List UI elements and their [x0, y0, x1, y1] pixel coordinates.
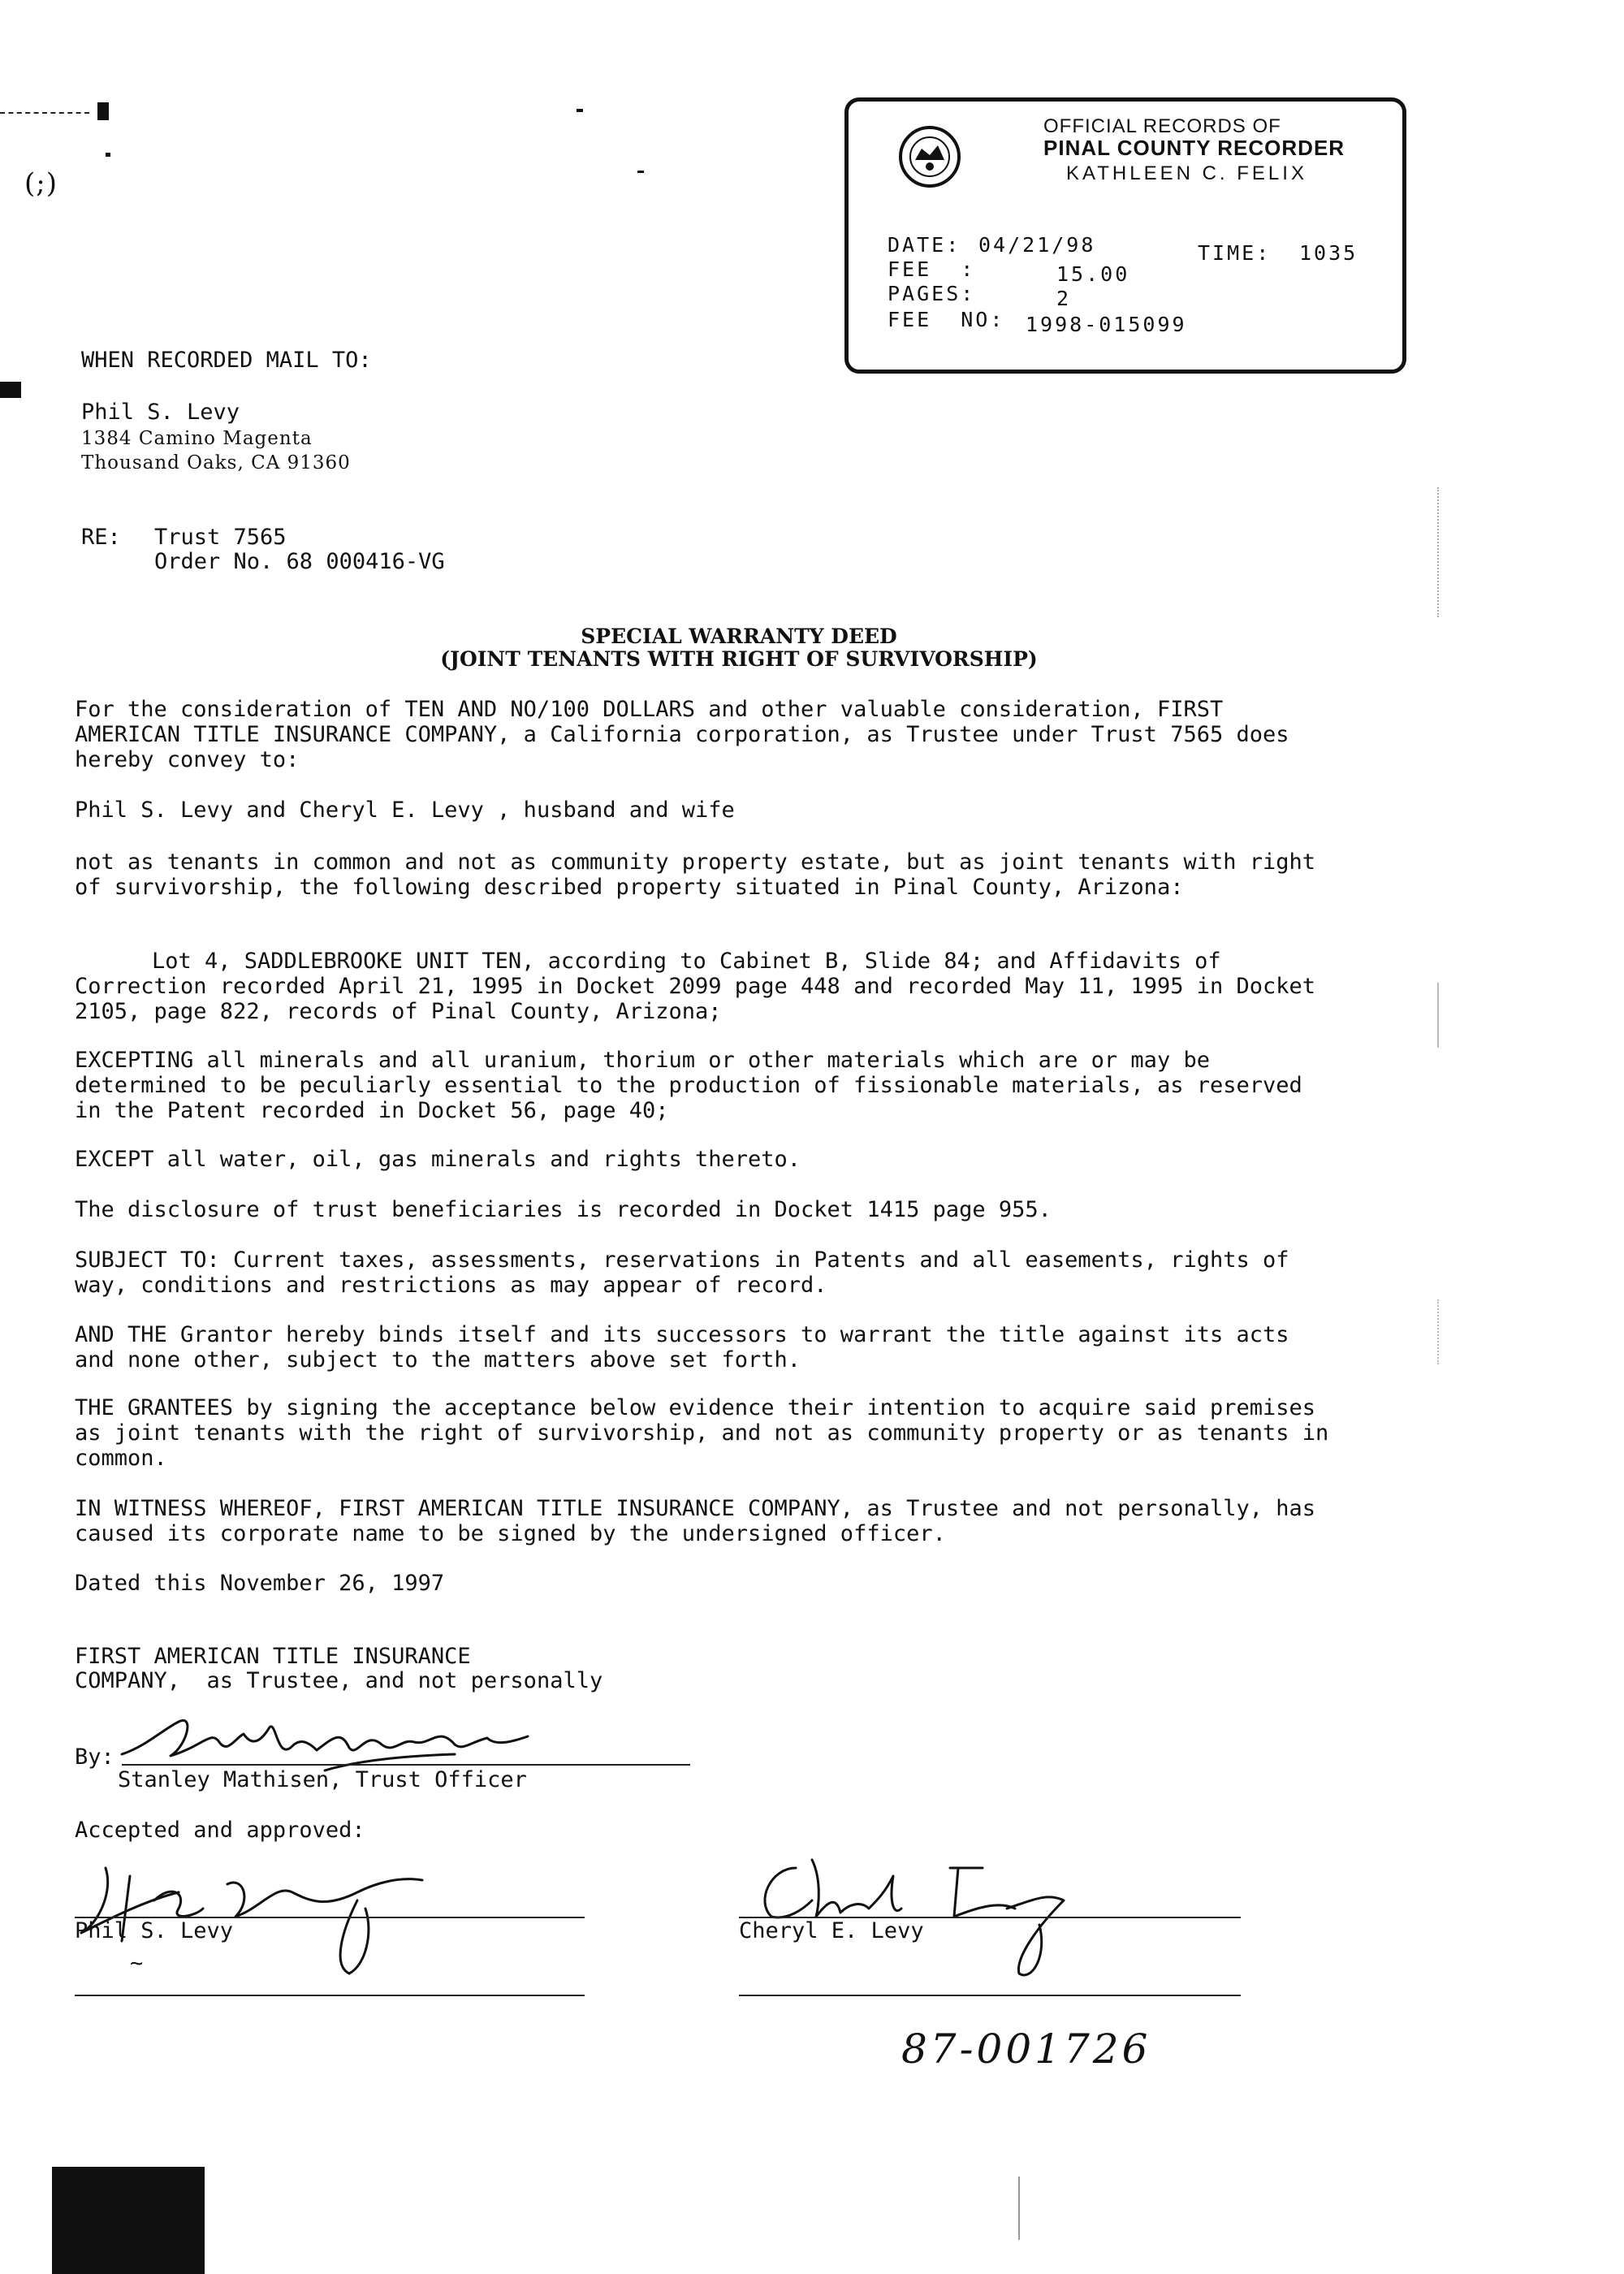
grantees-line: Phil S. Levy and Cheryl E. Levy , husband and wife	[75, 798, 735, 823]
re-trust: Trust 7565	[154, 525, 287, 550]
mail-to-street: 1384 Camino Magenta	[81, 428, 313, 449]
tenancy-paragraph: not as tenants in common and not as community property estate, but as joint tenants with right of survivorship, the following described property situated in Pinal County, Arizona:	[75, 850, 1316, 900]
stamp-line-2: PINAL COUNTY RECORDER	[1043, 136, 1345, 160]
re-label: RE:	[81, 525, 121, 550]
stamp-line-1: OFFICIAL RECORDS OF	[1043, 115, 1281, 137]
trust-disclosure-paragraph: The disclosure of trust beneficiaries is recorded in Docket 1415 page 955.	[75, 1197, 1052, 1222]
scan-line-right	[1437, 1299, 1440, 1364]
trust-officer-name: Stanley Mathisen, Trust Officer	[118, 1767, 527, 1792]
scan-line-right	[1437, 983, 1439, 1048]
grantor-name-line-2: COMPANY, as Trustee, and not personally	[75, 1668, 603, 1693]
by-label: By:	[75, 1744, 114, 1770]
stamp-time-value: 1035	[1299, 241, 1358, 265]
stamp-time-label: TIME:	[1198, 241, 1272, 265]
stamp-line-3: KATHLEEN C. FELIX	[1066, 162, 1307, 184]
grantor-signature-line	[122, 1764, 690, 1766]
handwritten-document-number: 87-001726	[901, 2025, 1151, 2073]
deed-subtitle: (JOINT TENANTS WITH RIGHT OF SURVIVORSHIP)	[440, 647, 1038, 671]
stamp-fee-value: 15.00	[1056, 262, 1130, 286]
warranty-paragraph: AND THE Grantor hereby binds itself and its successors to warrant the title against its acts and none other, subject to the matters above set forth.	[75, 1322, 1289, 1373]
stamp-pages-value: 2	[1056, 287, 1072, 310]
county-seal-icon	[897, 124, 962, 189]
scan-mark-top-left	[0, 112, 89, 115]
subject-to-paragraph: SUBJECT TO: Current taxes, assessments, reservations in Patents and all easements, rights of way, conditions and restrictions as may appear of record.	[75, 1247, 1289, 1298]
mail-to-city: Thousand Oaks, CA 91360	[81, 452, 351, 473]
water-exception-paragraph: EXCEPT all water, oil, gas minerals and rights thereto.	[75, 1147, 801, 1172]
stamp-fee-no-value: 1998-015099	[1026, 313, 1187, 336]
mail-to-name: Phil S. Levy	[81, 400, 240, 425]
grantee-2-bottom-line	[739, 1995, 1241, 1996]
mineral-exception-paragraph: EXCEPTING all minerals and all uranium, thorium or other materials which are or may be determined to be peculiarly essential to the production of fissionable materials, as reserved in the Patent recorded in Docket 56, page 40;	[75, 1048, 1302, 1123]
witness-paragraph: IN WITNESS WHEREOF, FIRST AMERICAN TITLE INSURANCE COMPANY, as Trustee and not personally, has caused its corporate name to be signed by the undersigned officer.	[75, 1496, 1316, 1546]
scan-block-bottom-left	[52, 2167, 205, 2274]
margin-mark: (;)	[24, 167, 58, 200]
stamp-date-value: 04/21/98	[978, 233, 1096, 257]
scan-speck	[637, 171, 644, 173]
recorder-stamp	[844, 97, 1406, 374]
scan-speck	[0, 382, 21, 398]
re-order: Order No. 68 000416-VG	[154, 549, 445, 574]
grantee-1-bottom-line	[75, 1995, 585, 1996]
stamp-date-label: DATE:	[888, 233, 961, 257]
mail-to-heading: WHEN RECORDED MAIL TO:	[81, 348, 372, 373]
deed-title: SPECIAL WARRANTY DEED	[581, 625, 897, 648]
scan-line-right	[1437, 487, 1440, 617]
grantee-1-name: Phil S. Levy	[75, 1918, 234, 1943]
stamp-fee-no-label: FEE NO:	[888, 308, 1005, 331]
scan-speck	[577, 109, 583, 112]
trust-officer-signature	[114, 1697, 585, 1779]
legal-description-paragraph: Lot 4, SADDLEBROOKE UNIT TEN, according to Cabinet B, Slide 84; and Affidavits of Correction recorded April 21, 1995 in Docket 2099 page 448 and recorded May 11, 1995 in Docket 2105, page 822, records of Pinal County, Arizona;	[75, 949, 1316, 1024]
scan-speck	[97, 102, 109, 120]
tilde-mark: ~	[130, 1951, 144, 1976]
dated-line: Dated this November 26, 1997	[75, 1571, 445, 1596]
grantor-name-line-1: FIRST AMERICAN TITLE INSURANCE	[75, 1644, 471, 1669]
acceptance-label: Accepted and approved:	[75, 1818, 365, 1843]
stamp-pages-label: PAGES:	[888, 282, 976, 305]
stamp-fee-label: FEE :	[888, 257, 976, 281]
consideration-paragraph: For the consideration of TEN AND NO/100 DOLLARS and other valuable consideration, FIRST AMERICAN TITLE INSURANCE COMPANY, a California corporation, as Trustee under Trust 7565 does hereby convey to:	[75, 697, 1289, 772]
grantees-acceptance-paragraph: THE GRANTEES by signing the acceptance below evidence their intention to acquire said premises as joint tenants with the right of survivorship, and not as community property or as tenants in common.	[75, 1395, 1329, 1471]
scan-speck	[106, 153, 110, 157]
scan-line-bottom	[1018, 2177, 1020, 2240]
grantee-2-name: Cheryl E. Levy	[739, 1918, 924, 1943]
